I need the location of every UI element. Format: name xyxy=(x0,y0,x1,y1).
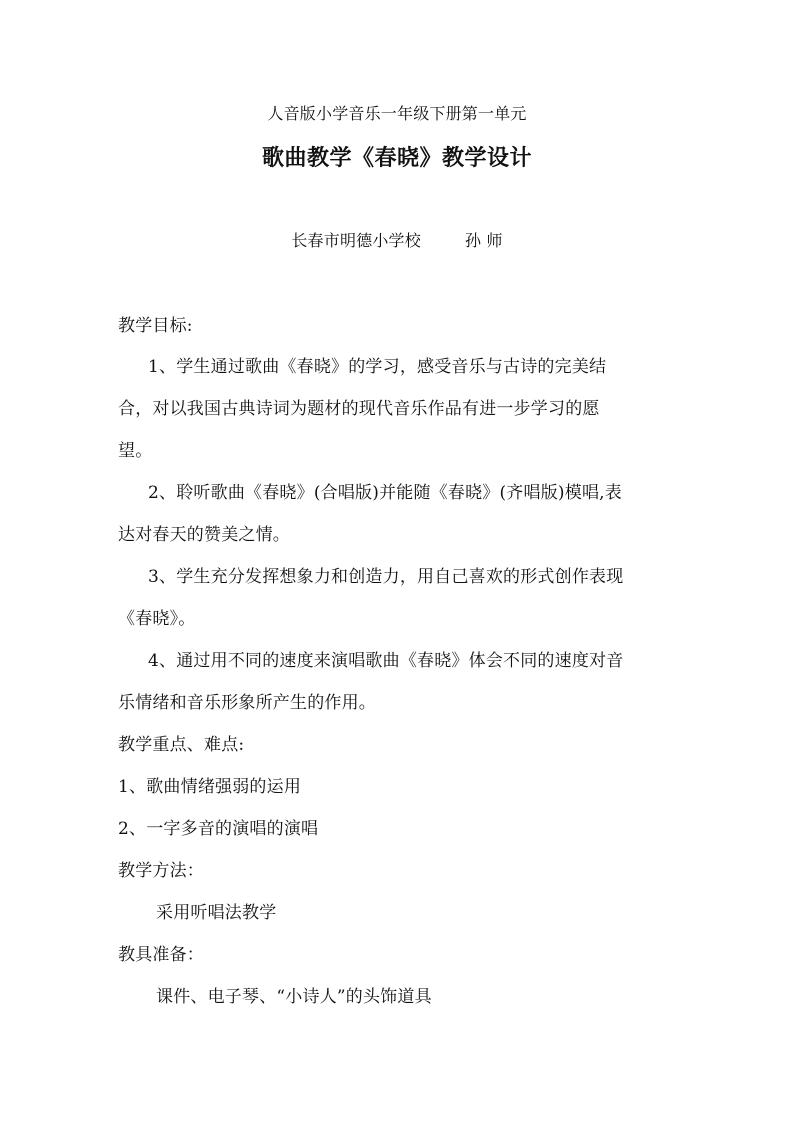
tools-text: 课件、电子琴、“小诗人”的头饰道具 xyxy=(156,987,432,1007)
document-subtitle: 人音版小学音乐一年级下册第一单元 xyxy=(267,104,527,123)
objective-3-line-1: 3、学生充分发挥想象力和创造力，用自己喜欢的形式创作表现 xyxy=(148,567,624,587)
objective-3-line-2: 《春晓》。 xyxy=(118,609,196,629)
author-line xyxy=(0,233,794,249)
author-school: 长春市明德小学校 xyxy=(291,231,421,250)
objective-1-line-2: 合，对以我国古典诗词为题材的现代音乐作品有进一步学习的愿 xyxy=(118,399,600,419)
focus-heading: 教学重点、难点: xyxy=(118,735,245,755)
objective-2-line-2: 达对春天的赞美之情。 xyxy=(118,525,290,545)
objective-2-line-1: 2、聆听歌曲《春晓》(合唱版)并能随《春晓》(齐唱版)模唱,表 xyxy=(148,483,622,503)
author-teacher: 孙 师 xyxy=(464,231,503,250)
methods-text: 采用听唱法教学 xyxy=(156,903,277,923)
objectives-heading: 教学目标: xyxy=(118,316,193,336)
focus-item-1: 1、歌曲情绪强弱的运用 xyxy=(118,777,302,797)
tools-heading: 教具准备： xyxy=(118,945,204,965)
document-title: 歌曲教学《春晓》教学设计 xyxy=(261,145,532,171)
objective-1-line-3: 望。 xyxy=(118,441,153,461)
focus-item-2: 2、一字多音的演唱的演唱 xyxy=(118,819,319,839)
methods-heading: 教学方法： xyxy=(118,861,204,881)
objective-1-line-1: 1、学生通过歌曲《春晓》的学习，感受音乐与古诗的完美结 xyxy=(148,357,607,377)
objective-4-line-2: 乐情绪和音乐形象所产生的作用。 xyxy=(118,693,376,713)
objective-4-line-1: 4、通过用不同的速度来演唱歌曲《春晓》体会不同的速度对音 xyxy=(148,651,624,671)
